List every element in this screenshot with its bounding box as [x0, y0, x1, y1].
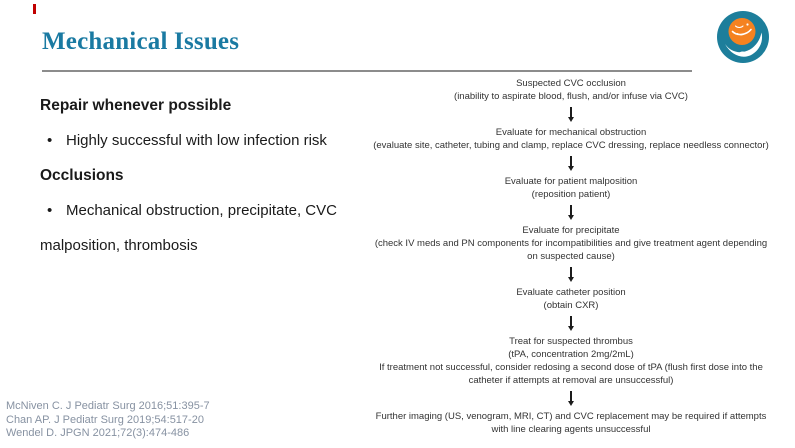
down-arrow-icon	[568, 316, 574, 331]
page-title: Mechanical Issues	[42, 28, 240, 55]
citation-line: Wendel D. JPGN 2021;72(3):474-486	[6, 427, 190, 439]
bullet-item-repair	[40, 123, 405, 158]
citation-line: McNiven C. J Pediatr Surg 2016;51:395-7	[6, 400, 210, 412]
flow-step-line: (obtain CXR)	[543, 300, 599, 311]
flow-step-further-imaging	[371, 410, 771, 436]
flow-step-line: Evaluate for patient malposition	[504, 176, 638, 187]
down-arrow-icon	[568, 156, 574, 171]
down-arrow-icon	[568, 267, 574, 282]
bullet-text-continuation: malposition, thrombosis	[40, 237, 198, 254]
heading-occlusions: Occlusions	[40, 167, 124, 184]
flow-step-precipitate	[371, 224, 771, 263]
flow-step-suspected-occlusion	[371, 77, 771, 103]
flow-step-line: Evaluate for precipitate	[522, 225, 620, 236]
bullet-text: Highly successful with low infection risk	[66, 132, 327, 149]
down-arrow-icon	[568, 205, 574, 220]
flow-step-catheter-position	[371, 286, 771, 312]
hospital-whale-logo-icon	[717, 11, 769, 63]
flow-step-line: Evaluate for mechanical obstruction	[495, 127, 647, 138]
bullet-icon: •	[47, 132, 53, 149]
flow-step-line: Suspected CVC occlusion	[516, 78, 626, 89]
flow-step-patient-malposition	[371, 175, 771, 201]
bullet-icon: •	[47, 202, 53, 219]
flow-step-line: (evaluate site, catheter, tubing and clamp, replace CVC dressing, replace needless connector)	[373, 140, 769, 151]
citations	[6, 400, 210, 441]
flow-step-line: Treat for suspected thrombus	[509, 336, 633, 347]
flow-step-treat-thrombus	[371, 335, 771, 387]
flow-step-line: (reposition patient)	[531, 189, 611, 200]
flow-step-line: (tPA, concentration 2mg/2mL)	[508, 349, 634, 360]
key-points-panel	[40, 88, 405, 263]
flow-step-line: (check IV meds and PN components for incompatibilities and give treatment agent depending on suspected cause)	[374, 238, 768, 262]
citation-line: Chan AP. J Pediatr Surg 2019;54:517-20	[6, 413, 204, 426]
down-arrow-icon	[568, 107, 574, 122]
slide-corner-mark	[33, 4, 36, 14]
flow-step-line: Evaluate catheter position	[516, 287, 626, 298]
title-underline	[42, 70, 692, 72]
heading-repair: Repair whenever possible	[40, 97, 232, 114]
bullet-item-occlusions	[40, 193, 405, 228]
down-arrow-icon	[568, 391, 574, 406]
flow-step-mechanical-obstruction	[371, 126, 771, 152]
bullet-text: Mechanical obstruction, precipitate, CVC	[66, 202, 337, 219]
flow-step-line: If treatment not successful, consider redosing a second dose of tPA (flush first dose into the catheter if attempts at removal are unsuccessful)	[379, 362, 763, 386]
cvc-occlusion-flowchart	[371, 77, 771, 436]
flow-step-line: (inability to aspirate blood, flush, and/or infuse via CVC)	[454, 91, 688, 102]
flow-step-line: Further imaging (US, venogram, MRI, CT) and CVC replacement may be required if attempts with line clearing agents unsuccessful	[375, 411, 767, 435]
